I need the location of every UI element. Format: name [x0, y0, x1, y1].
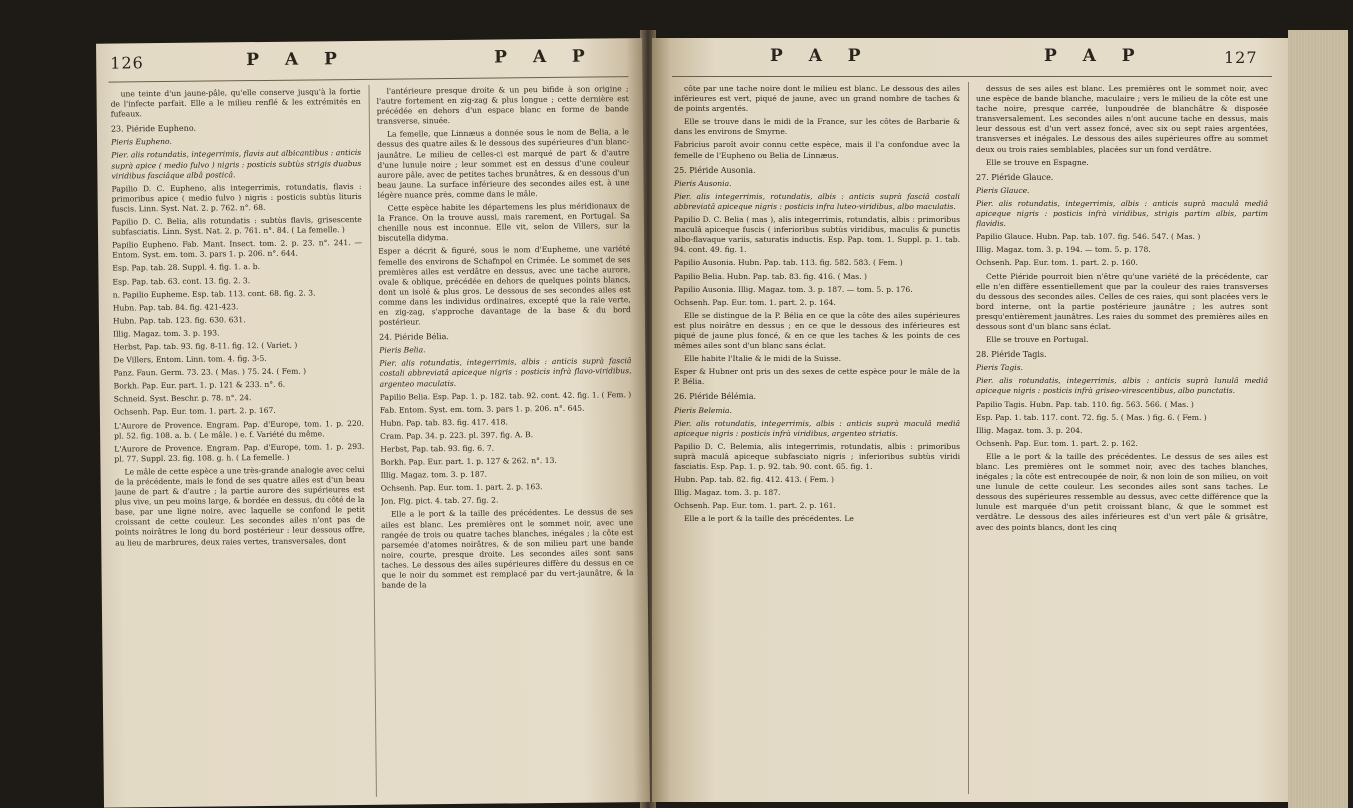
text-paragraph: Elle se trouve en Portugal.	[986, 335, 1089, 345]
text-paragraph: Pier. alis rotundatis, integerrimis, albis : anticis suprà maculâ mediâ apiceque nigris : posticis infrà viridibus, argenteo striatis.	[674, 418, 960, 438]
text-paragraph: n. Papilio Eupheme. Esp. tab. 113. cont. 68. fig. 2. 3.	[112, 288, 316, 300]
text-paragraph: Schneid. Syst. Beschr. p. 78. n°. 24.	[113, 393, 252, 404]
text-paragraph: Papilio Ausonia. Hubn. Pap. tab. 113. fig. 582. 583. ( Fem. )	[674, 258, 903, 268]
text-paragraph: Pieris Eupheno.	[111, 137, 172, 147]
text-paragraph: Pieris Belemia.	[674, 405, 732, 415]
text-paragraph: Esp. Pap. tab. 63. cont. 13. fig. 2. 3.	[112, 275, 251, 287]
text-paragraph: Papilio D. C. Belemia, alis integerrimis, rotundatis, albis : primoribus suprà maculâ apiceque subfasciato nigris ; inferioribus subtùs viridi fasciatis. Esp. Pap. 1. p. 92. tab. 90. cont. 65. fig. 1.	[674, 441, 960, 471]
right-running-head-1: P A P	[770, 46, 871, 66]
left-running-head-2: P A P	[494, 46, 595, 68]
text-paragraph: Papilio Eupheno. Fab. Mant. Insect. tom. 2. p. 23. n°. 241. — Entom. Syst. em. tom. 3. pars 1. p. 206. n°. 644.	[112, 238, 363, 260]
right-page-number: 127	[1224, 48, 1258, 67]
text-paragraph: Illig. Magaz. tom. 3. p. 187.	[380, 469, 488, 480]
text-paragraph: Papilio D. C. Eupheno, alis integerrimis, rotundatis, flavis : primoribus apice ( medio fulvo ) nigris : posticis subtùs lituris fuscis. Linn. Syst. Nat. 2. p. 762. n°. 68.	[111, 181, 362, 214]
text-paragraph: Papilio D. C. Belia ( mas ), alis integerrimis, rotundatis, albis : primoribus maculâ apiceque fuscis ( inferioribus subtùs viridibus, maculis & punctis albo-flavaque variis, saturatis inductis. Esp. Pap. tom. 1. Suppl. p. 1. tab. 94. cont. 49. fig. 1.	[674, 215, 960, 255]
text-paragraph: Le mâle de cette espèce a une très-grande analogie avec celui de la précédente, mais le fond de ses quatre ailes est d'un beau jaune de part & d'autre ; la partie aurore des supérieures est plus vive, un peu moins large, & bordée en dessus, du côté de la base, par une ligne noire, avec laquelle se confond le petit croissant de cette couleur. Les secondes ailes n'ont pas de points noirâtres le long du bord postérieur : leur dessous offre, au lieu de marbrures, deux raies vertes, transversales, dont	[114, 464, 366, 548]
text-paragraph: Herbst, Pap. tab. 93. fig. 6. 7.	[380, 443, 495, 454]
text-paragraph: Elle a le port & la taille des précédentes. Le dessus de ses ailes est blanc. Les premières ont le sommet noir, avec des taches blanches, inégales ; la côte est entrecoupée de noir, & non loin de son milieu, on voit une lunule de cette couleur. Les secondes ailes sont sans taches. Le dessous des supérieures ressemble au dessus, avec cette différence que la lunule est marquée d'un petit croissant blanc, & que le sommet est verdâtre. Le dessous des ailes inférieures est d'un vert pâle & grisâtre, avec des points blancs, dont les cinq	[976, 451, 1268, 532]
text-paragraph: Elle se distingue de la P. Bélia en ce que la côte des ailes supérieures est plus noirâtre en dessus ; en ce que le dessous des inférieures est piqué de jaune plus foncé, & en ce que les taches & les points de ces mêmes ailes sont d'un blanc sans éclat.	[674, 310, 960, 351]
text-paragraph: Borkh. Pap. Eur. part. 1. p. 127 & 262. n°. 13.	[380, 456, 557, 467]
right-column-2	[976, 84, 1268, 796]
text-paragraph: Illig. Magaz. tom. 3. p. 204.	[976, 425, 1083, 435]
text-paragraph: Ochsenh. Pap. Eur. tom. 1. part. 2. p. 161.	[674, 501, 836, 511]
text-paragraph: De Villers, Entom. Linn. tom. 4. fig. 3-5.	[113, 354, 267, 365]
text-paragraph: 26. Piéride Bélémia.	[674, 392, 757, 402]
right-header	[652, 42, 1288, 76]
text-paragraph: Esper & Hubner ont pris un des sexes de cette espèce pour le mâle de la P. Bélia.	[674, 367, 960, 387]
text-paragraph: Pier. alis rotundatis, integerrimis, albis : anticis suprà fasciâ costali abbreviatâ apiceque nigris : posticis infrà flavo-viridibus, argenteo maculatis.	[379, 356, 632, 389]
text-paragraph: Pieris Tagis.	[976, 363, 1024, 373]
text-paragraph: L'Aurore de Provence. Engram. Pap. d'Europe, tom. 1. p. 220. pl. 52. fig. 108. a. b. ( Le mâle. ) e. f. Variété du même.	[113, 418, 365, 441]
text-paragraph: Hubn. Pap. tab. 84. fig. 421-423.	[112, 301, 239, 313]
text-paragraph: Jon. Fig. pict. 4. tab. 27. fig. 2.	[380, 495, 499, 507]
text-paragraph: Borkh. Pap. Eur. part. 1. p. 121 & 233. n°. 6.	[113, 380, 286, 391]
left-column-divider	[368, 85, 376, 797]
text-paragraph: Pieris Glauce.	[976, 185, 1030, 195]
right-running-head-2: P A P	[1044, 46, 1145, 66]
text-paragraph: dessus de ses ailes est blanc. Les premières ont le sommet noir, avec une espèce de bande blanche, maculaire ; vers le milieu de la côte est une tache noire, presque carrée, lunpoudrée de blanchâtre & disposée transversalement. Les secondes ailes n'ont aucune tache en dessus, mais leur dessous est d'un vert assez foncé, avec six ou sept raies argentées, transverses et inégales. Le dessous des ailes supérieures offre au sommet deux ou trois raies semblables, placées sur un fond verdâtre.	[976, 84, 1268, 154]
text-paragraph: Illig. Magaz. tom. 3. p. 194. — tom. 5. p. 178.	[976, 245, 1151, 255]
text-paragraph: Papilio D. C. Belia, alis rotundatis : subtùs flavis, grisescente subfasciatis. Linn. Syst. Nat. 2. p. 761. n°. 84. ( La femelle. )	[111, 214, 362, 237]
text-paragraph: 27. Piéride Glauce.	[976, 172, 1054, 182]
text-paragraph: Ochsenh. Pap. Eur. tom. 1. part. 2. p. 164.	[674, 297, 836, 307]
text-paragraph: Papilio Tagis. Hubn. Pap. tab. 110. fig. 563. 566. ( Mas. )	[976, 399, 1194, 409]
text-paragraph: Cette Piéride pourroit bien n'être qu'une variété de la précédente, car elle n'en diffère essentiellement que par la couleur des raies transverses du dessous des secondes ailes. Celles de ces raies, qui sont placées vers le bord interne, ont la partie postérieure jaunâtre ; les autres sont presqu'entièrement jaunâtres. Les raies du sommet des premières ailes en dessous sont d'un blanc sans éclat.	[976, 271, 1268, 331]
text-paragraph: Cram. Pap. 34. p. 223. pl. 397. fig. A. B.	[380, 430, 534, 441]
text-paragraph: Elle habite l'Italie & le midi de la Suisse.	[684, 354, 842, 364]
left-page	[96, 38, 650, 808]
text-paragraph: côte par une tache noire dont le milieu est blanc. Le dessous des ailes inférieures est vert, piqué de jaune, avec un grand nombre de taches & de points argentés.	[674, 84, 960, 114]
text-paragraph: Illig. Magaz. tom. 3. p. 193.	[113, 328, 220, 339]
text-paragraph: Ochsenh. Pap. Eur. tom. 1. part. 2. p. 163.	[380, 482, 543, 494]
page-edges	[1288, 30, 1348, 808]
text-paragraph: Pier. alis rotundatis, integerrimis, albis : anticis suprà maculâ mediâ apiceque nigris : posticis infrà viridibus, strigis partim albis, partim flavidis.	[976, 198, 1268, 229]
text-paragraph: une teinte d'un jaune-pâle, qu'elle conserve jusqu'à la fortie de l'infecte parfait. Elle a le milieu renflé & les extrémités en fufeaux.	[110, 86, 361, 119]
text-paragraph: Elle a le port & la taille des précédentes. Le	[684, 514, 854, 524]
text-paragraph: Ochsenh. Pap. Eur. tom. 1. part. 2. p. 167.	[113, 406, 276, 417]
text-paragraph: Esper a décrit & figuré, sous le nom d'Eupheme, une variété femelle des environs de Schafnpol en Crimée. Le sommet de ses premières ailes est verdâtre en dessus, avec une tache aurore, ovale & oblique, précédée en dehors de quelques points blancs, dont un isolé & plus gros. Le dessous de ses secondes ailes est comme dans les individus ordinaires, excepté que la raie verte, en zig-zag, s'approche davantage de la base & du bord postérieur.	[378, 244, 631, 327]
text-paragraph: 28. Piéride Tagis.	[976, 350, 1047, 360]
text-paragraph: Herbst, Pap. tab. 93. fig. 8-11. fig. 12. ( Variet. )	[113, 340, 298, 352]
left-column-1	[111, 87, 368, 802]
left-running-head-1: P A P	[246, 49, 347, 71]
text-paragraph: L'Aurore de Provence. Engram. Pap. d'Europe, tom. 1. p. 293. pl. 77. Suppl. 23. fig. 108. g. h. ( La femelle. )	[114, 441, 365, 464]
right-page	[652, 38, 1288, 802]
text-paragraph: Pier. alis rotundatis, integerrimis, albis : anticis suprà lunulâ mediâ apiceque nigris : posticis infrà griseo-virescentibus, albo punctatis.	[976, 376, 1268, 396]
text-paragraph: Panz. Faun. Germ. 73. 23. ( Mas. ) 75. 24. ( Fem. )	[113, 366, 307, 378]
text-paragraph: Ochsenh. Pap. Eur. tom. 1. part. 2. p. 162.	[976, 438, 1138, 448]
text-paragraph: Papilio Glauce. Hubn. Pap. tab. 107. fig. 546. 547. ( Mas. )	[976, 232, 1201, 242]
text-paragraph: Papilio Belia. Hubn. Pap. tab. 83. fig. 416. ( Mas. )	[674, 271, 867, 281]
right-column-1	[674, 84, 960, 796]
text-paragraph: 24. Piéride Bélia.	[379, 332, 449, 342]
text-paragraph: Papilio Belia. Esp. Pap. 1. p. 182. tab. 92. cont. 42. fig. 1. ( Fem. )	[379, 389, 632, 402]
text-paragraph: l'antérieure presque droite & un peu bifide à son origine ; l'autre fortement en zig-zag & plus longue ; cette dernière est précédée en dehors d'un espace blanc en forme de bande transverse, sinuée.	[376, 84, 629, 127]
text-paragraph: Illig. Magaz. tom. 3. p. 187.	[674, 488, 781, 498]
text-paragraph: 23. Piéride Eupheno.	[110, 123, 197, 134]
text-paragraph: Esp. Pap. tab. 28. Suppl. 4. fig. 1. a. b.	[112, 262, 261, 273]
left-column-2	[376, 84, 635, 799]
text-paragraph: Pier. alis integerrimis, rotundatis, albis : anticis suprà fasciâ costali abbreviatâ apiceque nigris : posticis infra luteo-viridibus, albo maculatis.	[674, 191, 960, 211]
text-paragraph: Papilio Ausonia. Illig. Magaz. tom. 3. p. 187. — tom. 5. p. 176.	[674, 284, 913, 294]
text-paragraph: Elle se trouve dans le midi de la France, sur les côtes de Barbarie & dans les environs de Smyrne.	[674, 117, 960, 137]
text-paragraph: La femelle, que Linnæus a donnée sous le nom de Belia, a le dessus des quatre ailes & le dessous des supérieures d'un blanc-jaunâtre. Le milieu de celles-ci est marqué de part & d'autre d'une lunule noire ; leur sommet est en dessus d'une couleur aurore pâle, avec de petites taches brunâtres, & en dessous d'un beau jaune. La surface inférieure des secondes ailes est, à une légère nuance près, comme dans le mâle.	[377, 127, 630, 200]
text-paragraph: Esp. Pap. 1. tab. 117. cont. 72. fig. 5. ( Mas. ) fig. 6. ( Fem. )	[976, 412, 1207, 422]
text-paragraph: Fab. Entom. Syst. em. tom. 3. pars 1. p. 206. n°. 645.	[379, 403, 585, 415]
text-paragraph: Cette espèce habite les départemens les plus méridionaux de la France. On la trouve aussi, mais rarement, en Portugal. Sa chenille nous est inconnue. Elle vit, selon de Villers, sur la biscutella didyma.	[377, 201, 631, 244]
text-paragraph: Pieris Ausonia.	[674, 178, 732, 188]
text-paragraph: Elle a le port & la taille des précédentes. Le dessus de ses ailes est blanc. Les premières ont le sommet noir, avec une rangée de trois ou quatre taches blanches, inégales ; la côte est parsemée d'atomes noirâtres, & de son milieu part une bande noire, courte, presque droite. Les secondes ailes sont sans taches. Le dessous des ailes supérieures diffère du dessus en ce que le noir du sommet est remplacé par du vert-jaunâtre, & la bande de la	[381, 507, 634, 590]
text-paragraph: Elle se trouve en Espagne.	[986, 157, 1089, 167]
text-paragraph: Fabricius paroît avoir connu cette espèce, mais il l'a confondue avec la femelle de l'Eupheno ou Belia de Linnæus.	[674, 140, 960, 160]
left-page-number: 126	[110, 53, 144, 73]
text-paragraph: Ochsenh. Pap. Eur. tom. 1. part. 2. p. 160.	[976, 258, 1138, 268]
text-paragraph: Hubn. Pap. tab. 83. fig. 417. 418.	[379, 417, 508, 428]
text-paragraph: 25. Piéride Ausonia.	[674, 165, 756, 175]
text-paragraph: Pieris Belia.	[379, 345, 426, 356]
right-column-divider	[968, 82, 969, 794]
left-header	[96, 42, 642, 82]
text-paragraph: Pier. alis rotundatis, integerrimis, flavis aut albicantibus : anticis suprà apice ( medio fulvo ) nigris : posticis subtùs strigis duabus viridibus fasciâque albâ posticâ.	[111, 148, 362, 181]
text-paragraph: Hubn. Pap. tab. 123. fig. 630. 631.	[112, 314, 246, 326]
text-paragraph: Hubn. Pap. tab. 82. fig. 412. 413. ( Fem. )	[674, 475, 834, 485]
right-header-rule	[672, 76, 1272, 77]
